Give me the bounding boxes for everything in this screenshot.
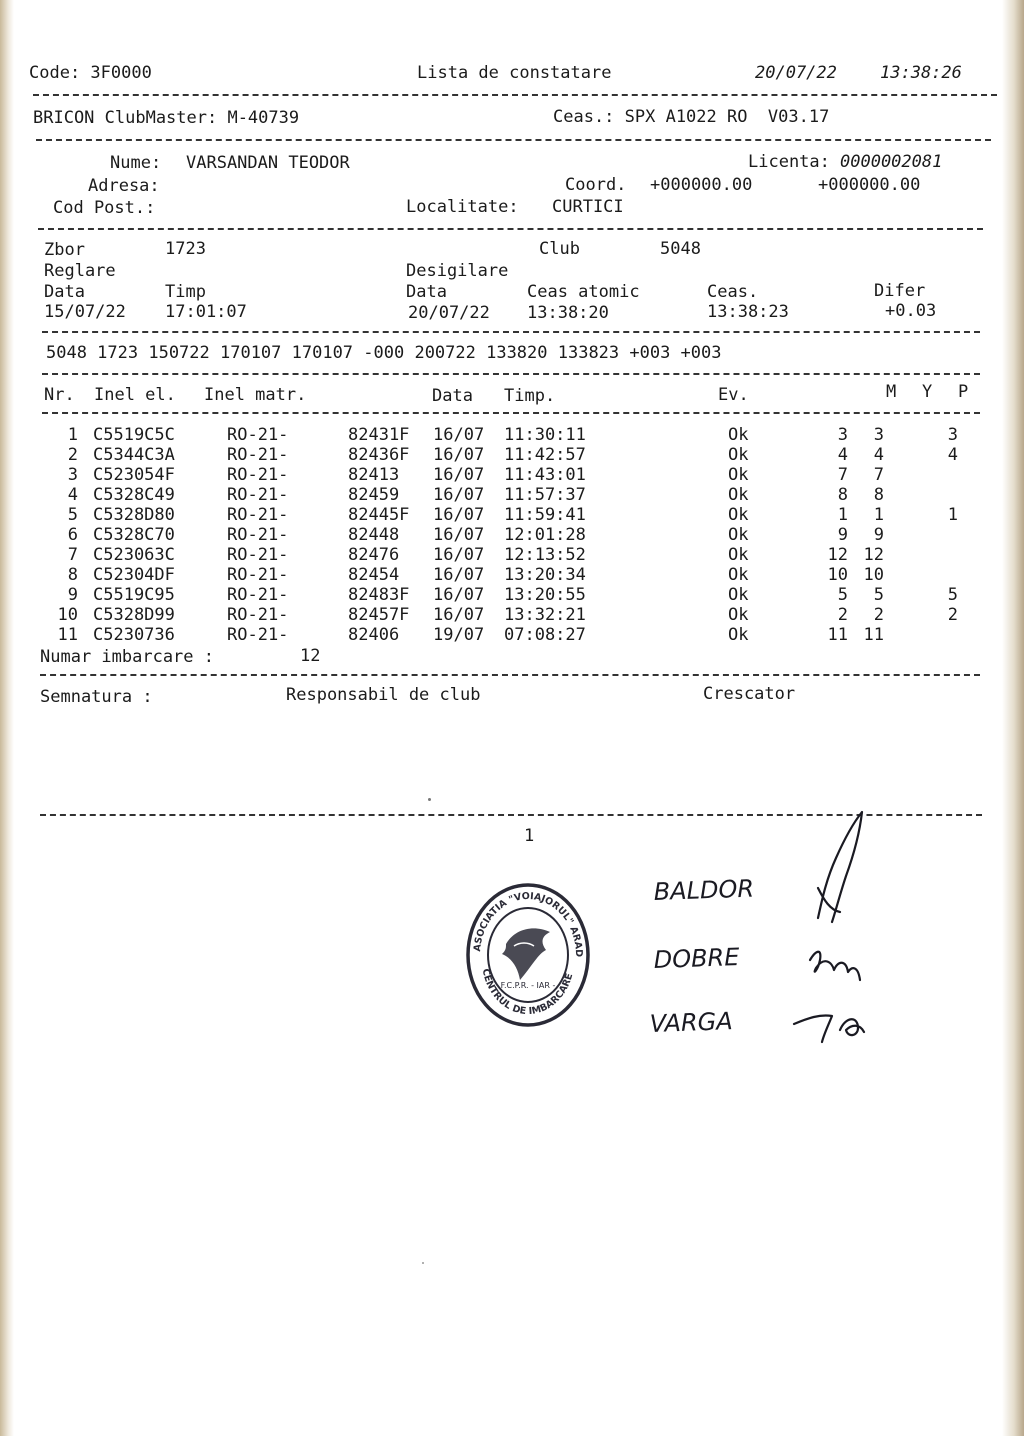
row-y: 11 <box>863 625 884 645</box>
divider <box>33 94 997 96</box>
col-m: M <box>886 382 897 402</box>
row-prefix: RO-21- <box>227 425 289 445</box>
row-time: 11:42:57 <box>504 445 586 465</box>
row-time: 12:01:28 <box>504 525 586 545</box>
row-nr: 1 <box>67 425 78 445</box>
signature-stroke-3 <box>794 1015 864 1042</box>
header-date: 20/07/22 <box>755 63 837 83</box>
row-inel-el: C5328D80 <box>93 505 175 525</box>
ceas-atomic-label: Ceas atomic <box>527 282 640 302</box>
row-nr: 10 <box>57 605 78 625</box>
scan-speck <box>422 1262 424 1264</box>
row-time: 11:30:11 <box>504 425 586 445</box>
row-date: 16/07 <box>433 445 485 465</box>
table-row <box>0 485 1024 505</box>
coord-value-2: +000000.00 <box>818 175 921 195</box>
row-inel-matr: 82476 <box>348 545 400 565</box>
data2-label: Data <box>406 282 447 302</box>
row-nr: 4 <box>67 485 78 505</box>
desigilare-atomic: 13:38:20 <box>527 303 609 323</box>
row-m: 9 <box>837 525 848 545</box>
row-date: 16/07 <box>433 545 485 565</box>
reglare-data: 15/07/22 <box>44 302 126 322</box>
table-row <box>0 465 1024 485</box>
divider <box>40 674 980 676</box>
table-row <box>0 525 1024 545</box>
row-ev: Ok <box>728 625 749 645</box>
row-m: 7 <box>837 465 848 485</box>
row-inel-matr: 82445F <box>348 505 410 525</box>
col-inel-el: Inel el. <box>94 385 176 405</box>
hand-name-2: DOBRE <box>653 943 740 974</box>
divider <box>42 412 980 414</box>
row-ev: Ok <box>728 465 749 485</box>
crescator-label: Crescator <box>703 684 796 704</box>
row-prefix: RO-21- <box>227 565 289 585</box>
col-ev: Ev. <box>718 385 749 405</box>
row-y: 3 <box>873 425 884 445</box>
localitate-label: Localitate: <box>406 197 519 217</box>
row-inel-matr: 82483F <box>348 585 410 605</box>
responsabil-label: Responsabil de club <box>286 685 481 705</box>
row-y: 5 <box>873 585 884 605</box>
document-title: Lista de constatare <box>417 63 612 83</box>
row-m: 1 <box>837 505 848 525</box>
row-inel-el: C5328C70 <box>93 525 175 545</box>
table-row <box>0 505 1024 525</box>
ceas-label: Ceas. <box>707 282 759 302</box>
nume-label: Nume: <box>110 153 162 173</box>
row-date: 16/07 <box>433 465 485 485</box>
stamp-text-bottom: CENTRUL DE IMBARCARE <box>479 967 576 1018</box>
row-prefix: RO-21- <box>227 545 289 565</box>
row-nr: 8 <box>67 565 78 585</box>
row-ev: Ok <box>728 605 749 625</box>
coord-label: Coord. <box>565 175 627 195</box>
reglare-timp: 17:01:07 <box>165 302 247 322</box>
row-y: 12 <box>863 545 884 565</box>
row-prefix: RO-21- <box>227 465 289 485</box>
difer-label: Difer <box>874 281 926 301</box>
row-date: 16/07 <box>433 485 485 505</box>
hand-name-3: VARGA <box>649 1007 734 1038</box>
row-inel-el: C5519C5C <box>93 425 175 445</box>
row-inel-el: C523054F <box>93 465 175 485</box>
flight-code-line: 5048 1723 150722 170107 170107 -000 200722 133820 133823 +003 +003 <box>46 343 722 363</box>
reglare-label: Reglare <box>44 261 116 281</box>
row-prefix: RO-21- <box>227 505 289 525</box>
row-date: 16/07 <box>433 605 485 625</box>
row-m: 3 <box>837 425 848 445</box>
svg-text:CENTRUL DE IMBARCARE <box>480 968 576 1017</box>
table-row <box>0 545 1024 565</box>
localitate-value: CURTICI <box>552 197 624 217</box>
row-time: 07:08:27 <box>504 625 586 645</box>
row-inel-el: C52304DF <box>93 565 175 585</box>
row-date: 16/07 <box>433 525 485 545</box>
row-date: 19/07 <box>433 625 485 645</box>
row-prefix: RO-21- <box>227 605 289 625</box>
row-ev: Ok <box>728 545 749 565</box>
row-nr: 3 <box>67 465 78 485</box>
table-row <box>0 585 1024 605</box>
desigilare-label: Desigilare <box>406 261 509 281</box>
row-inel-el: C5519C95 <box>93 585 175 605</box>
row-m: 4 <box>837 445 848 465</box>
row-time: 12:13:52 <box>504 545 586 565</box>
row-time: 11:57:37 <box>504 485 586 505</box>
row-nr: 7 <box>67 545 78 565</box>
col-nr: Nr. <box>44 385 75 405</box>
row-ev: Ok <box>728 445 749 465</box>
table-row <box>0 565 1024 585</box>
desigilare-data: 20/07/22 <box>408 303 490 323</box>
clock-label: Ceas.: SPX A1022 RO V03.17 <box>553 107 830 127</box>
table-row <box>0 445 1024 465</box>
row-ev: Ok <box>728 585 749 605</box>
row-y: 10 <box>863 565 884 585</box>
handwritten-signatures <box>640 810 900 1050</box>
owner-name: VARSANDAN TEODOR <box>186 153 350 173</box>
stamp-text-top: ASOCIATIA "VOIAJORUL" ARAD <box>472 890 585 958</box>
row-date: 16/07 <box>433 505 485 525</box>
timp-label: Timp <box>165 282 206 302</box>
row-inel-matr: 82459 <box>348 485 400 505</box>
table-row <box>0 605 1024 625</box>
row-m: 5 <box>837 585 848 605</box>
row-ev: Ok <box>728 485 749 505</box>
club-stamp <box>462 880 594 1030</box>
row-ev: Ok <box>728 565 749 585</box>
row-nr: 9 <box>67 585 78 605</box>
row-p: 3 <box>947 425 958 445</box>
club-label: Club <box>539 239 580 259</box>
row-inel-matr: 82454 <box>348 565 400 585</box>
row-m: 11 <box>827 625 848 645</box>
codpost-label: Cod Post.: <box>53 198 156 218</box>
divider <box>42 373 980 375</box>
row-y: 8 <box>873 485 884 505</box>
row-ev: Ok <box>728 505 749 525</box>
col-timp: Timp. <box>504 386 556 406</box>
row-p: 4 <box>947 445 958 465</box>
row-inel-el: C523063C <box>93 545 175 565</box>
scan-speck <box>428 798 431 801</box>
row-prefix: RO-21- <box>227 445 289 465</box>
row-inel-el: C5230736 <box>93 625 175 645</box>
numar-imbarcare-label: Numar imbarcare : <box>40 647 214 667</box>
row-inel-matr: 82448 <box>348 525 400 545</box>
row-prefix: RO-21- <box>227 585 289 605</box>
row-date: 16/07 <box>433 585 485 605</box>
row-inel-el: C5344C3A <box>93 445 175 465</box>
page-number: 1 <box>524 826 535 846</box>
row-y: 9 <box>873 525 884 545</box>
pigeon-icon <box>502 928 550 980</box>
row-date: 16/07 <box>433 425 485 445</box>
row-p: 5 <box>947 585 958 605</box>
row-prefix: RO-21- <box>227 525 289 545</box>
row-time: 11:59:41 <box>504 505 586 525</box>
table-row <box>0 625 1024 645</box>
difer-value: +0.03 <box>885 301 937 321</box>
table-row <box>0 425 1024 445</box>
row-y: 4 <box>873 445 884 465</box>
divider <box>36 139 991 141</box>
divider <box>38 228 983 230</box>
row-m: 8 <box>837 485 848 505</box>
row-inel-matr: 82436F <box>348 445 410 465</box>
row-inel-matr: 82406 <box>348 625 400 645</box>
col-p: P <box>958 382 969 402</box>
row-nr: 5 <box>67 505 78 525</box>
hand-name-1: BALDOR <box>653 874 755 906</box>
row-prefix: RO-21- <box>227 625 289 645</box>
row-time: 13:20:34 <box>504 565 586 585</box>
row-date: 16/07 <box>433 565 485 585</box>
row-y: 7 <box>873 465 884 485</box>
row-m: 10 <box>827 565 848 585</box>
coord-value-1: +000000.00 <box>650 175 753 195</box>
col-inel-matr: Inel matr. <box>204 385 307 405</box>
row-p: 2 <box>947 605 958 625</box>
row-m: 2 <box>837 605 848 625</box>
row-inel-el: C5328D99 <box>93 605 175 625</box>
row-time: 13:20:55 <box>504 585 586 605</box>
row-inel-matr: 82413 <box>348 465 400 485</box>
row-time: 11:43:01 <box>504 465 586 485</box>
row-nr: 2 <box>67 445 78 465</box>
divider <box>42 331 980 333</box>
licenta-value: 0000002081 <box>840 152 943 172</box>
licenta-label: Licenta: <box>748 152 830 172</box>
zbor-value: 1723 <box>165 239 206 259</box>
header-time: 13:38:26 <box>880 63 962 83</box>
signature-stroke-2 <box>810 952 860 980</box>
stamp-text-center: F.C.P.R. - IAR - <box>500 981 556 990</box>
row-y: 1 <box>873 505 884 525</box>
row-y: 2 <box>873 605 884 625</box>
club-value: 5048 <box>660 239 701 259</box>
row-prefix: RO-21- <box>227 485 289 505</box>
row-ev: Ok <box>728 525 749 545</box>
adresa-label: Adresa: <box>88 176 160 196</box>
device-label: BRICON ClubMaster: M-40739 <box>33 108 300 128</box>
signature-stroke-1 <box>818 812 862 922</box>
desigilare-ceas: 13:38:23 <box>707 302 789 322</box>
row-p: 1 <box>947 505 958 525</box>
row-ev: Ok <box>728 425 749 445</box>
semnatura-label: Semnatura : <box>40 687 153 707</box>
col-y: Y <box>922 382 933 402</box>
row-inel-matr: 82457F <box>348 605 410 625</box>
row-time: 13:32:21 <box>504 605 586 625</box>
col-data: Data <box>432 386 473 406</box>
numar-imbarcare-value: 12 <box>300 646 321 666</box>
row-inel-matr: 82431F <box>348 425 410 445</box>
zbor-label: Zbor <box>44 240 85 260</box>
data-label: Data <box>44 282 85 302</box>
row-inel-el: C5328C49 <box>93 485 175 505</box>
row-nr: 11 <box>57 625 78 645</box>
code-label: Code: 3F0000 <box>29 63 152 83</box>
row-nr: 6 <box>67 525 78 545</box>
row-m: 12 <box>827 545 848 565</box>
